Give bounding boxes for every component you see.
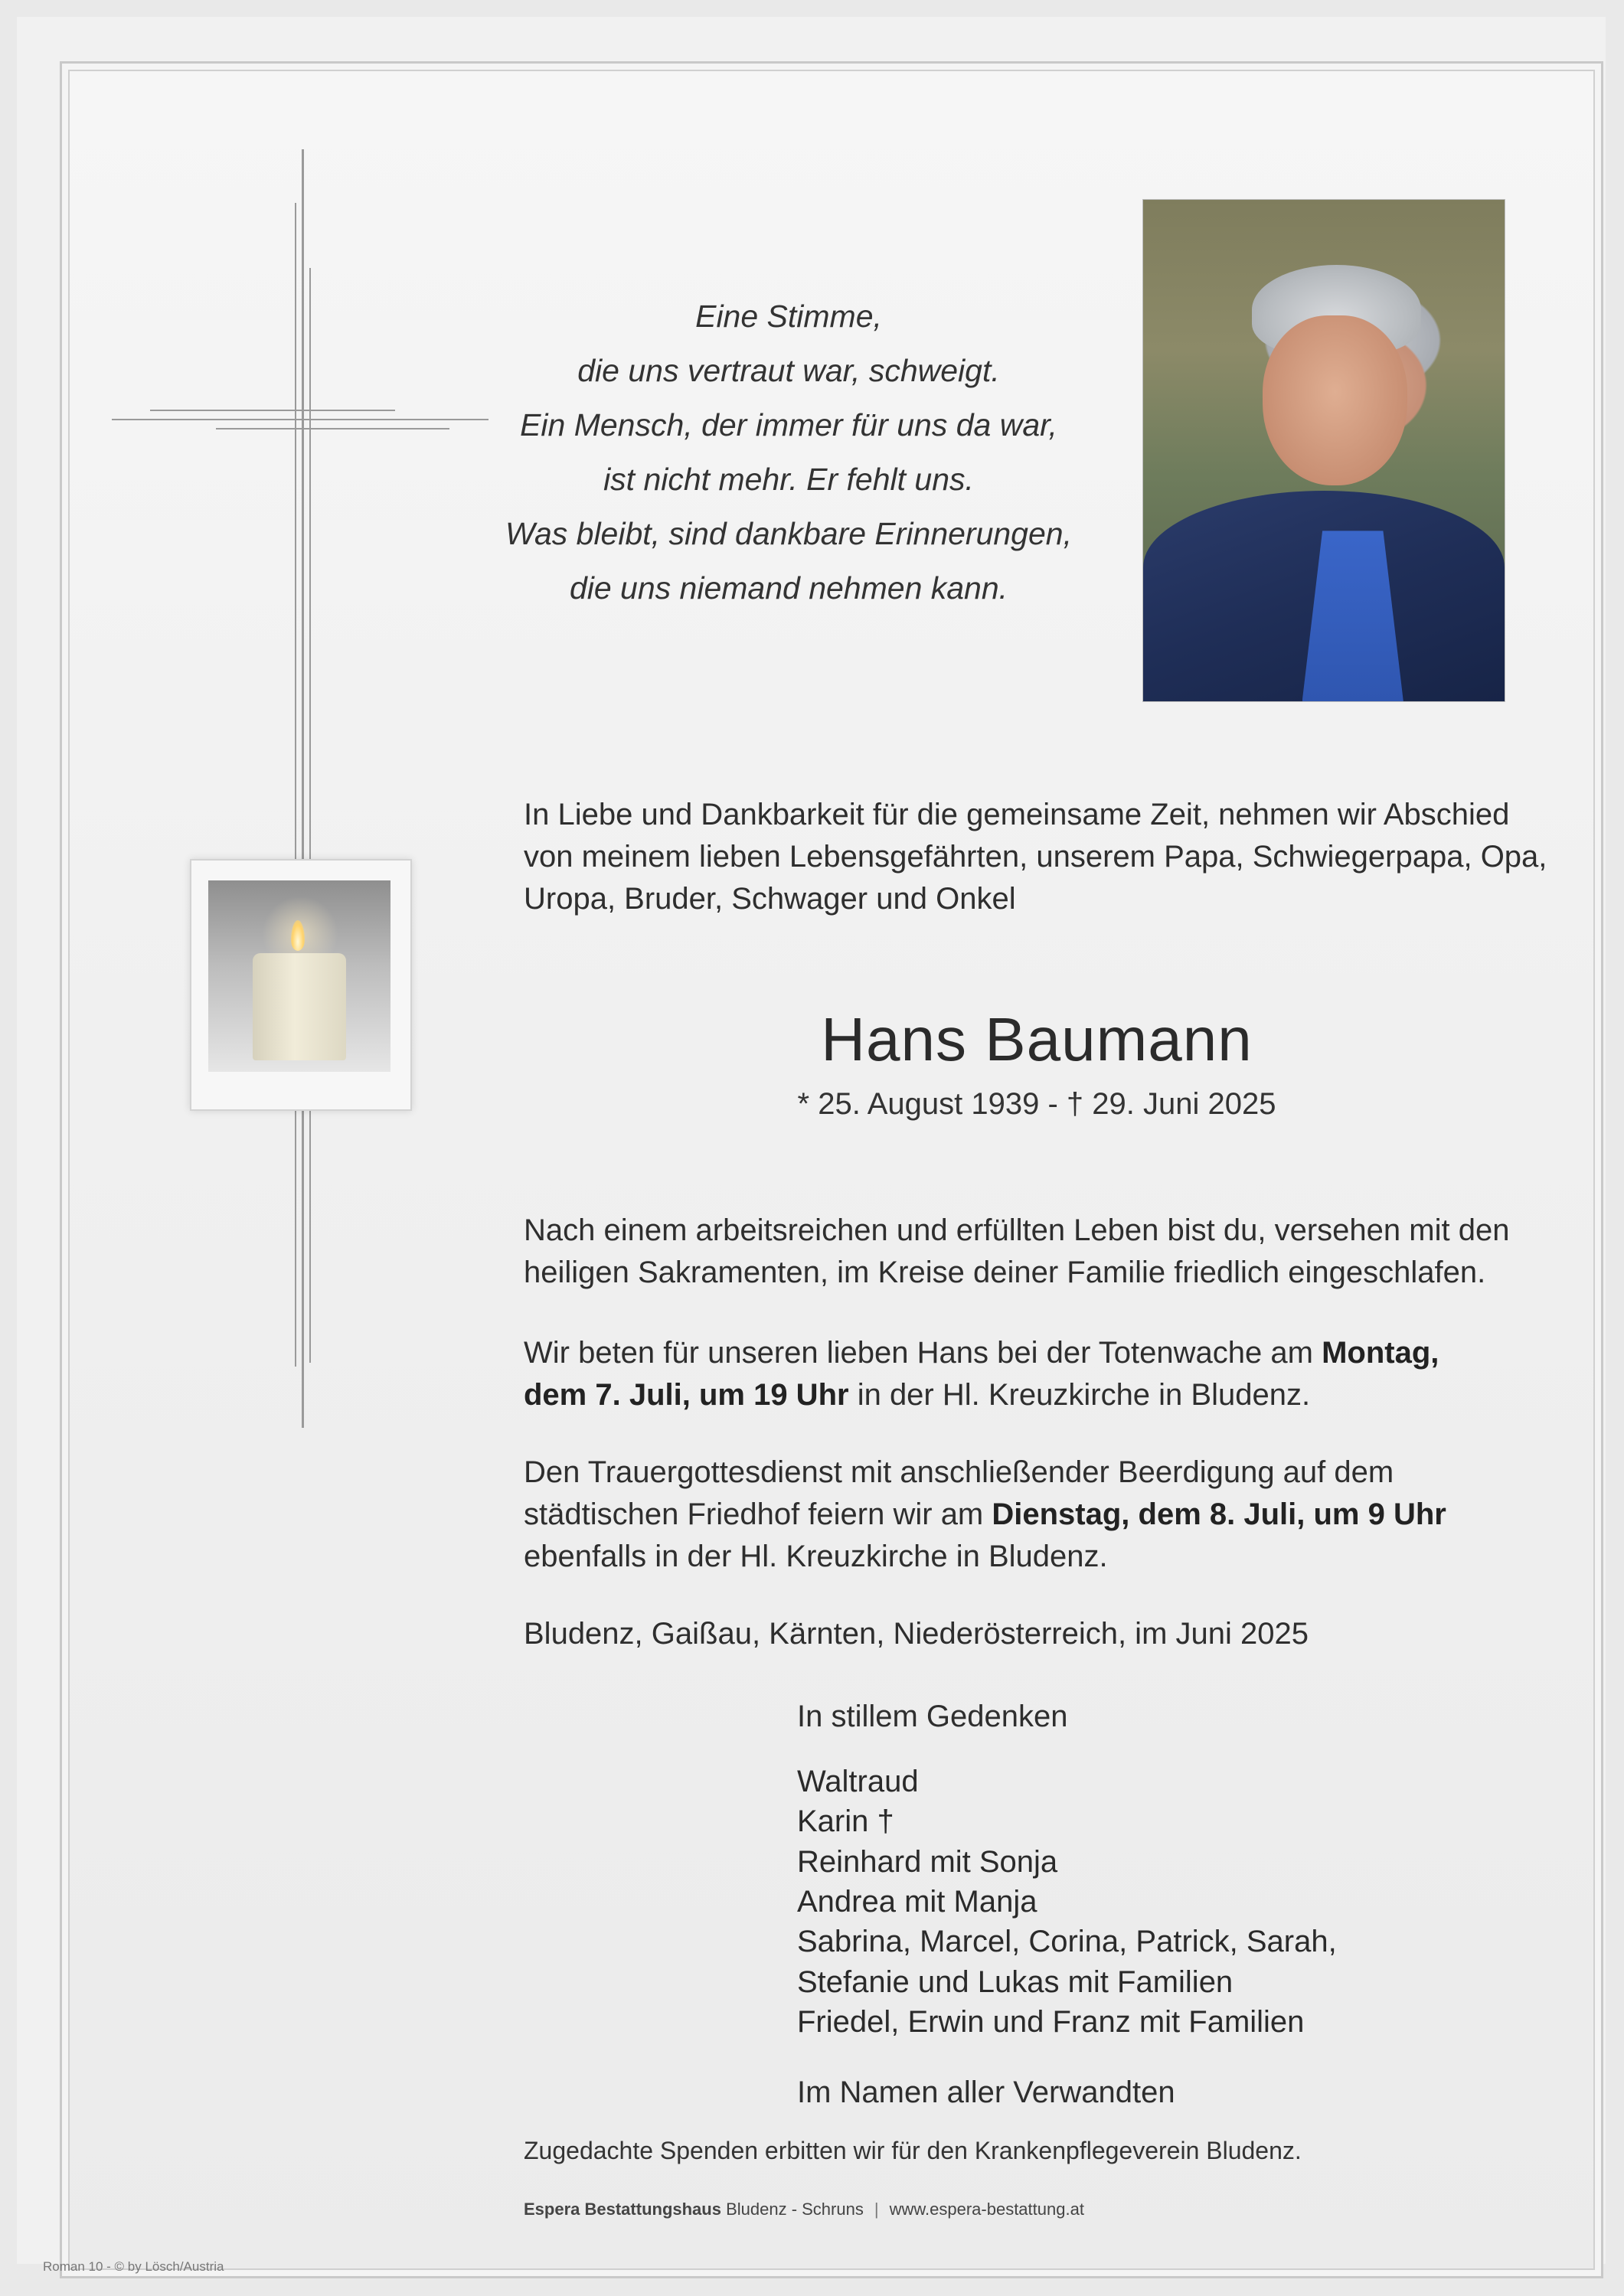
- paragraph-life: Nach einem arbeitsreichen und erfüllten Leben bist du, versehen mit den heiligen Sakramenten, im Kreise deiner Familie friedlich eingeschlafen.: [524, 1213, 1510, 1289]
- poem-line: die uns niemand nehmen kann.: [569, 570, 1008, 606]
- donation-note: Zugedachte Spenden erbitten wir für den Krankenpflegeverein Bludenz.: [524, 2137, 1302, 2164]
- poem-line: Was bleibt, sind dankbare Erinnerungen,: [505, 516, 1072, 551]
- relative-names: Stefanie und Lukas mit Familien: [797, 1965, 1234, 1999]
- relative-names: Friedel, Erwin und Franz mit Familien: [797, 2005, 1305, 2039]
- poem-line: Ein Mensch, der immer für uns da war,: [520, 407, 1057, 443]
- paragraph-funeral: Den Trauergottesdienst mit anschließender Beerdigung auf dem städtischen Friedhof feiern wir am Dienstag, dem 8. Juli, um 9 Uhr ebenfalls in der Hl. Kreuzkirche in Bludenz.: [524, 1455, 1446, 1573]
- in-memory: In stillem Gedenken: [797, 1700, 1068, 1733]
- portrait-photo: [1142, 199, 1505, 702]
- place-date: Bludenz, Gaißau, Kärnten, Niederösterreich, im Juni 2025: [524, 1617, 1309, 1651]
- life-dates: * 25. August 1939 - † 29. Juni 2025: [797, 1087, 1276, 1121]
- candle-icon: [190, 859, 412, 1111]
- website-link[interactable]: www.espera-bestattung.at: [889, 2200, 1084, 2219]
- relative-names: Reinhard mit Sonja: [797, 1845, 1058, 1879]
- poem-line: ist nicht mehr. Er fehlt uns.: [603, 462, 974, 497]
- template-credit: Roman 10 - © by Lösch/Austria: [43, 2259, 224, 2274]
- deceased-name: Hans Baumann: [821, 1005, 1253, 1073]
- poem: [475, 289, 1103, 616]
- relative-names: Andrea mit Manja: [797, 1885, 1037, 1919]
- closing-line: Im Namen aller Verwandten: [797, 2076, 1175, 2109]
- funeral-home-footer: [524, 2200, 1084, 2219]
- relative-names: Karin †: [797, 1804, 894, 1838]
- company-name: Espera Bestattungshaus: [524, 2200, 721, 2219]
- relative-names: Waltraud: [797, 1765, 919, 1798]
- company-locations: Bludenz - Schruns: [721, 2200, 864, 2219]
- poem-line: die uns vertraut war, schweigt.: [577, 353, 1000, 388]
- paragraph-wake: Wir beten für unseren lieben Hans bei der Totenwache am Montag, dem 7. Juli, um 19 Uhr in der Hl. Kreuzkirche in Bludenz.: [524, 1336, 1439, 1412]
- poem-line: Eine Stimme,: [695, 299, 882, 334]
- footer-separator: |: [874, 2200, 879, 2219]
- relative-names: Sabrina, Marcel, Corina, Patrick, Sarah,: [797, 1925, 1337, 1958]
- intro-text: In Liebe und Dankbarkeit für die gemeinsame Zeit, nehmen wir Abschied von meinem lieben Lebensgefährten, unserem Papa, Schwiegerpapa, Opa, Uropa, Bruder, Schwager und Onkel: [524, 798, 1547, 916]
